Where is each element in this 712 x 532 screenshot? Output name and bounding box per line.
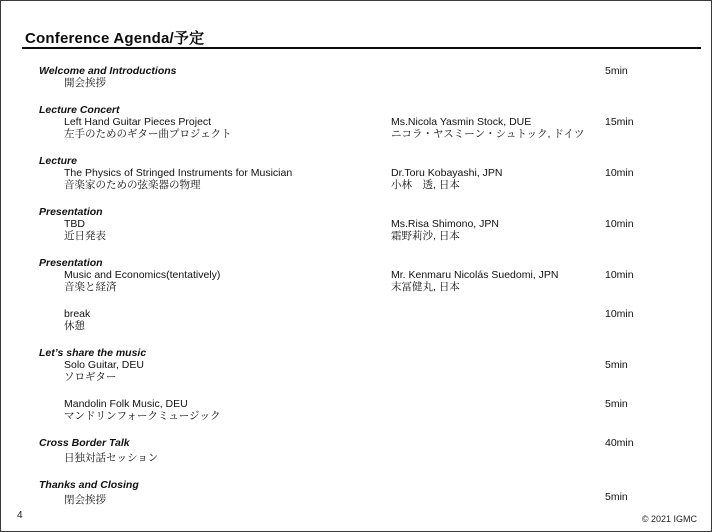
agenda-item [39,437,701,464]
duration-label: 5min [605,65,628,77]
presenter-block [391,167,502,191]
session-title-ja: 休憩 [64,320,85,332]
presenter-name-en: Dr.Toru Kobayashi, JPN [391,167,503,179]
presenter-name-ja: 末冨健丸, 日本 [391,281,460,293]
duration-label: 5min [605,491,628,503]
agenda-item [39,206,701,242]
section-title: Lecture Concert [39,104,120,116]
presenter-name-en: Ms.Nicola Yasmin Stock, DUE [391,116,532,128]
agenda-item [39,347,701,383]
duration-label: 10min [605,308,634,320]
section-title: Presentation [39,257,103,269]
session-title-en: The Physics of Stringed Instruments for Musician [64,167,293,179]
section-title: Cross Border Talk [39,437,130,449]
duration-label: 10min [605,218,634,230]
agenda-item [39,308,701,332]
duration-label: 5min [605,398,628,410]
session-title-en: Mandolin Folk Music, DEU [64,398,188,410]
title-underline [22,47,701,49]
duration-label: 10min [605,269,634,281]
session-title-en: Left Hand Guitar Pieces Project [64,116,212,128]
section-title: Presentation [39,206,103,218]
presenter-name-ja: 小林 透, 日本 [391,179,460,191]
duration-label: 40min [605,437,634,449]
session-title-ja: マンドリンフォークミュージック [64,410,221,422]
presenter-name-en: Ms.Risa Shimono, JPN [391,218,499,230]
duration-label: 10min [605,167,634,179]
session-title-ja: ソロギター [64,371,117,383]
presenter-block [391,218,499,242]
section-title: Lecture [39,155,77,167]
presenter-block [391,116,584,140]
presenter-name-ja: 霜野莉沙, 日本 [391,230,460,242]
session-title-en: TBD [64,218,85,230]
agenda-list [39,65,701,521]
presenter-name-en: Mr. Kenmaru Nicolás Suedomi, JPN [391,269,559,281]
duration-label: 5min [605,359,628,371]
copyright-notice: © 2021 IGMC [641,514,697,524]
presenter-name-ja: ニコラ・ヤスミーン・シュトック, ドイツ [391,128,585,140]
section-title: Thanks and Closing [39,479,139,491]
section-title: Let’s share the music [39,347,147,359]
agenda-item [39,479,701,506]
session-title-ja: 左手のためのギター曲プロジェクト [64,128,232,140]
duration-label: 15min [605,116,634,128]
session-title-ja: 日独対話セッション [64,452,159,464]
agenda-item [39,398,701,422]
session-title-ja: 開会挨拶 [64,77,106,89]
agenda-item [39,155,701,191]
agenda-item [39,257,701,293]
session-title-ja: 音楽と経済 [64,281,117,293]
agenda-item [39,65,701,89]
page-number: 4 [17,510,23,521]
page-title: Conference Agenda/予定 [25,30,205,47]
session-title-ja: 閉会挨拶 [64,494,106,506]
session-title-ja: 近日発表 [64,230,106,242]
agenda-item [39,104,701,140]
section-title: Welcome and Introductions [39,65,177,77]
session-title-en: break [64,308,91,320]
session-title-en: Music and Economics(tentatively) [64,269,221,281]
session-title-ja: 音楽家のための弦楽器の物理 [64,179,201,191]
presenter-block [391,269,558,293]
session-title-en: Solo Guitar, DEU [64,359,144,371]
